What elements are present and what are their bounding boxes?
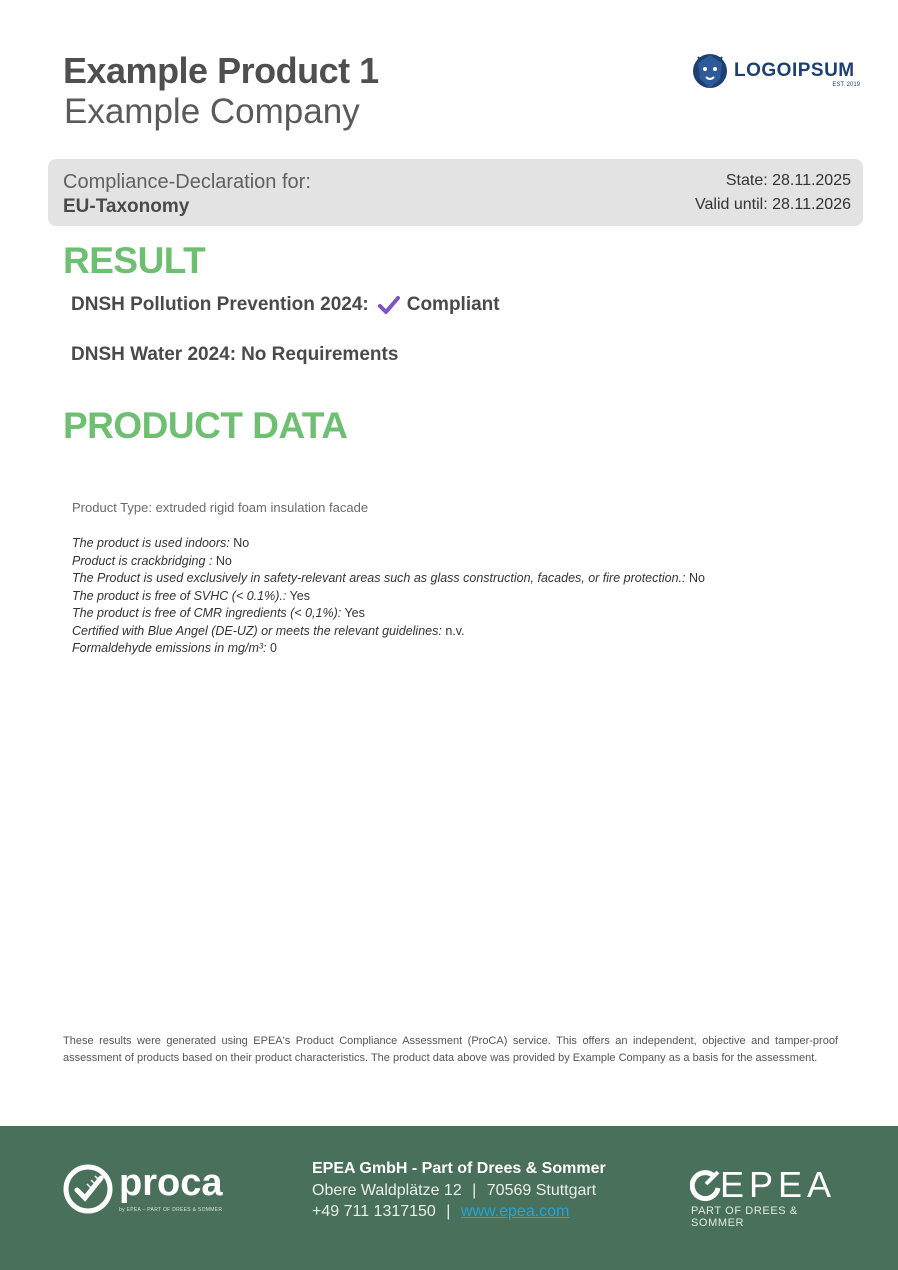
property-row bbox=[72, 570, 705, 588]
epea-logo bbox=[690, 1164, 840, 1229]
epea-wordmark: EPEA bbox=[720, 1164, 837, 1205]
result-item-label: DNSH Water 2024: bbox=[71, 344, 237, 365]
footer-city: 70569 Stuttgart bbox=[486, 1181, 597, 1199]
check-icon bbox=[377, 294, 401, 316]
proca-circle-icon bbox=[63, 1164, 113, 1214]
property-row bbox=[72, 605, 705, 623]
property-question: The product is free of CMR ingredients (< 0,1%): bbox=[72, 606, 342, 620]
result-item-water bbox=[71, 344, 398, 366]
property-answer: n.v. bbox=[441, 623, 465, 638]
epea-subtext: PART OF DREES & SOMMER bbox=[691, 1205, 798, 1229]
property-question: The product is used indoors: bbox=[72, 536, 230, 550]
property-answer: Yes bbox=[341, 606, 365, 620]
property-answer: No bbox=[229, 536, 250, 550]
property-question: The Product is used exclusively in safety-relevant areas such as glass construction, facades, or fire protection.: bbox=[72, 571, 686, 585]
declaration-label: Compliance-Declaration for: bbox=[63, 171, 311, 193]
proca-subtext: by EPEA – PART OF DREES & SOMMER bbox=[119, 1207, 223, 1213]
product-data-heading: PRODUCT DATA bbox=[63, 405, 348, 446]
property-answer: 0 bbox=[266, 641, 277, 655]
property-row bbox=[72, 535, 705, 553]
footer-company: EPEA GmbH - Part of Drees & Sommer bbox=[312, 1160, 606, 1177]
result-item-pollution bbox=[71, 294, 500, 316]
declaration-value: EU-Taxonomy bbox=[63, 196, 190, 217]
property-row bbox=[72, 640, 705, 658]
footer-phone: +49 711 1317150 bbox=[312, 1203, 436, 1220]
company-name: Example Company bbox=[64, 92, 360, 131]
declaration-valid-until: Valid until: 28.11.2026 bbox=[695, 196, 851, 213]
result-item-status: No Requirements bbox=[241, 344, 399, 365]
footer bbox=[0, 1126, 898, 1270]
proca-logo bbox=[63, 1164, 233, 1216]
company-logo bbox=[692, 50, 864, 92]
epea-arc-icon bbox=[690, 1168, 722, 1202]
product-type: Product Type: extruded rigid foam insulation facade bbox=[72, 500, 369, 515]
declaration-box bbox=[48, 159, 863, 226]
declaration-state-date: State: 28.11.2025 bbox=[725, 172, 851, 189]
property-row bbox=[72, 588, 705, 606]
logo-text: LOGOIPSUM bbox=[734, 60, 855, 81]
product-title: Example Product 1 bbox=[63, 50, 379, 91]
result-item-label: DNSH Pollution Prevention 2024: bbox=[71, 294, 369, 315]
property-answer: No bbox=[685, 571, 705, 585]
footer-street-line bbox=[312, 1180, 606, 1202]
property-question: Formaldehyde emissions in mg/m³: bbox=[72, 641, 267, 655]
footer-separator: | bbox=[472, 1181, 477, 1199]
property-question: Product is crackbridging : bbox=[72, 553, 213, 568]
logo-subtext: EST. 2019 bbox=[832, 82, 860, 88]
property-row bbox=[72, 623, 705, 641]
property-question: Certified with Blue Angel (DE-UZ) or meets the relevant guidelines: bbox=[72, 623, 442, 638]
property-answer: No bbox=[212, 553, 232, 568]
result-item-status: Compliant bbox=[406, 294, 500, 315]
property-question: The product is free of SVHC (< 0.1%).: bbox=[72, 588, 287, 603]
lion-icon bbox=[692, 51, 728, 91]
footer-contact-line bbox=[312, 1201, 606, 1223]
proca-wordmark: proca bbox=[119, 1162, 223, 1204]
footer-separator: | bbox=[446, 1203, 451, 1220]
property-answer: Yes bbox=[286, 588, 310, 603]
footer-website-link[interactable]: www.epea.com bbox=[460, 1203, 570, 1220]
footer-street: Obere Waldplätze 12 bbox=[312, 1181, 462, 1199]
property-row bbox=[72, 553, 705, 571]
disclaimer-text: These results were generated using EPEA's Product Compliance Assessment (ProCA) service. This offers an independent, objective and tamper-proof assessment of products based on their product characteristics. The product data above was provided by Example Company as a basis for the assessment. bbox=[63, 1035, 838, 1064]
product-properties bbox=[72, 535, 705, 658]
result-heading: RESULT bbox=[63, 240, 206, 281]
footer-address bbox=[312, 1158, 606, 1223]
